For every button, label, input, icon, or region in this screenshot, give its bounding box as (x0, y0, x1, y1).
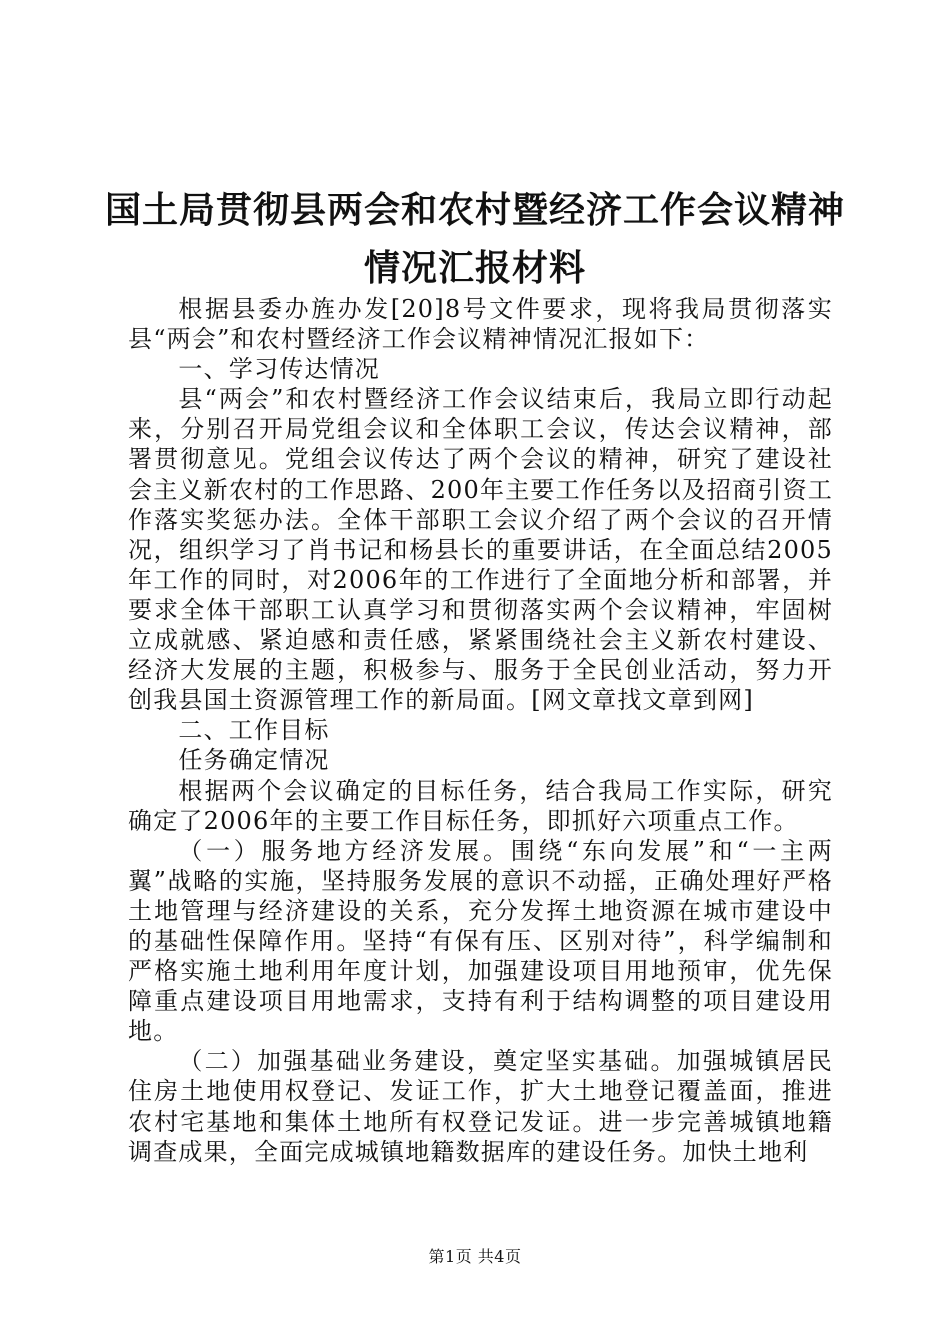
page-number-footer: 第1页 共4页 (428, 1247, 522, 1266)
document-body (128, 294, 833, 1167)
body-paragraph: 县“两会”和农村暨经济工作会议结束后，我局立即行动起来，分别召开局党组会议和全体职工会议，传达会议精神，部署贯彻意见。党组会议传达了两个会议的精神，研究了建设社会主义新农村的工作思路、200年主要工作任务以及招商引资工作落实奖惩办法。全体干部职工会议介绍了两个会议的召开情况，组织学习了肖书记和杨县长的重要讲话，在全面总结2005年工作的同时，对2006年的工作进行了全面地分析和部署，并要求全体干部职工认真学习和贯彻落实两个会议精神，牢固树立成就感、紧迫感和责任感，紧紧围绕社会主义新农村建设、经济大发展的主题，积极参与、服务于全民创业活动，努力开创我县国土资源管理工作的新局面。[网文章找文章到网] (128, 385, 833, 715)
body-paragraph: 根据两个会议确定的目标任务，结合我局工作实际，研究确定了2006年的主要工作目标任务，即抓好六项重点工作。 (128, 776, 833, 835)
section-subheading: 任务确定情况 (178, 746, 330, 775)
body-paragraph: （一）服务地方经济发展。围绕“东向发展”和“一主两翼”战略的实施，坚持服务发展的意识不动摇，正确处理好严格土地管理与经济建设的关系，充分发挥土地资源在城市建设中的基础性保障作用。坚持“有保有压、区别对待”，科学编制和严格实施土地利用年度计划，加强建设项目用地预审，优先保障重点建设项目用地需求，支持有利于结构调整的项目建设用地。 (128, 836, 833, 1046)
section-heading-1: 一、学习传达情况 (178, 355, 380, 384)
body-paragraph: （二）加强基础业务建设，奠定坚实基础。加强城镇居民住房土地使用权登记、发证工作，扩大土地登记覆盖面，推进农村宅基地和集体土地所有权登记发证。进一步完善城镇地籍调查成果，全面完成城镇地籍数据库的建设任务。加快土地利 (128, 1047, 833, 1166)
document-title-line-2: 情况汇报材料 (363, 248, 586, 289)
intro-paragraph: 根据县委办旌办发[20]8号文件要求，现将我局贯彻落实县“两会”和农村暨经济工作会议精神情况汇报如下： (128, 295, 833, 354)
document-title-line-1: 国土局贯彻县两会和农村暨经济工作会议精神 (104, 190, 845, 231)
section-heading-2: 二、工作目标 (178, 716, 330, 745)
